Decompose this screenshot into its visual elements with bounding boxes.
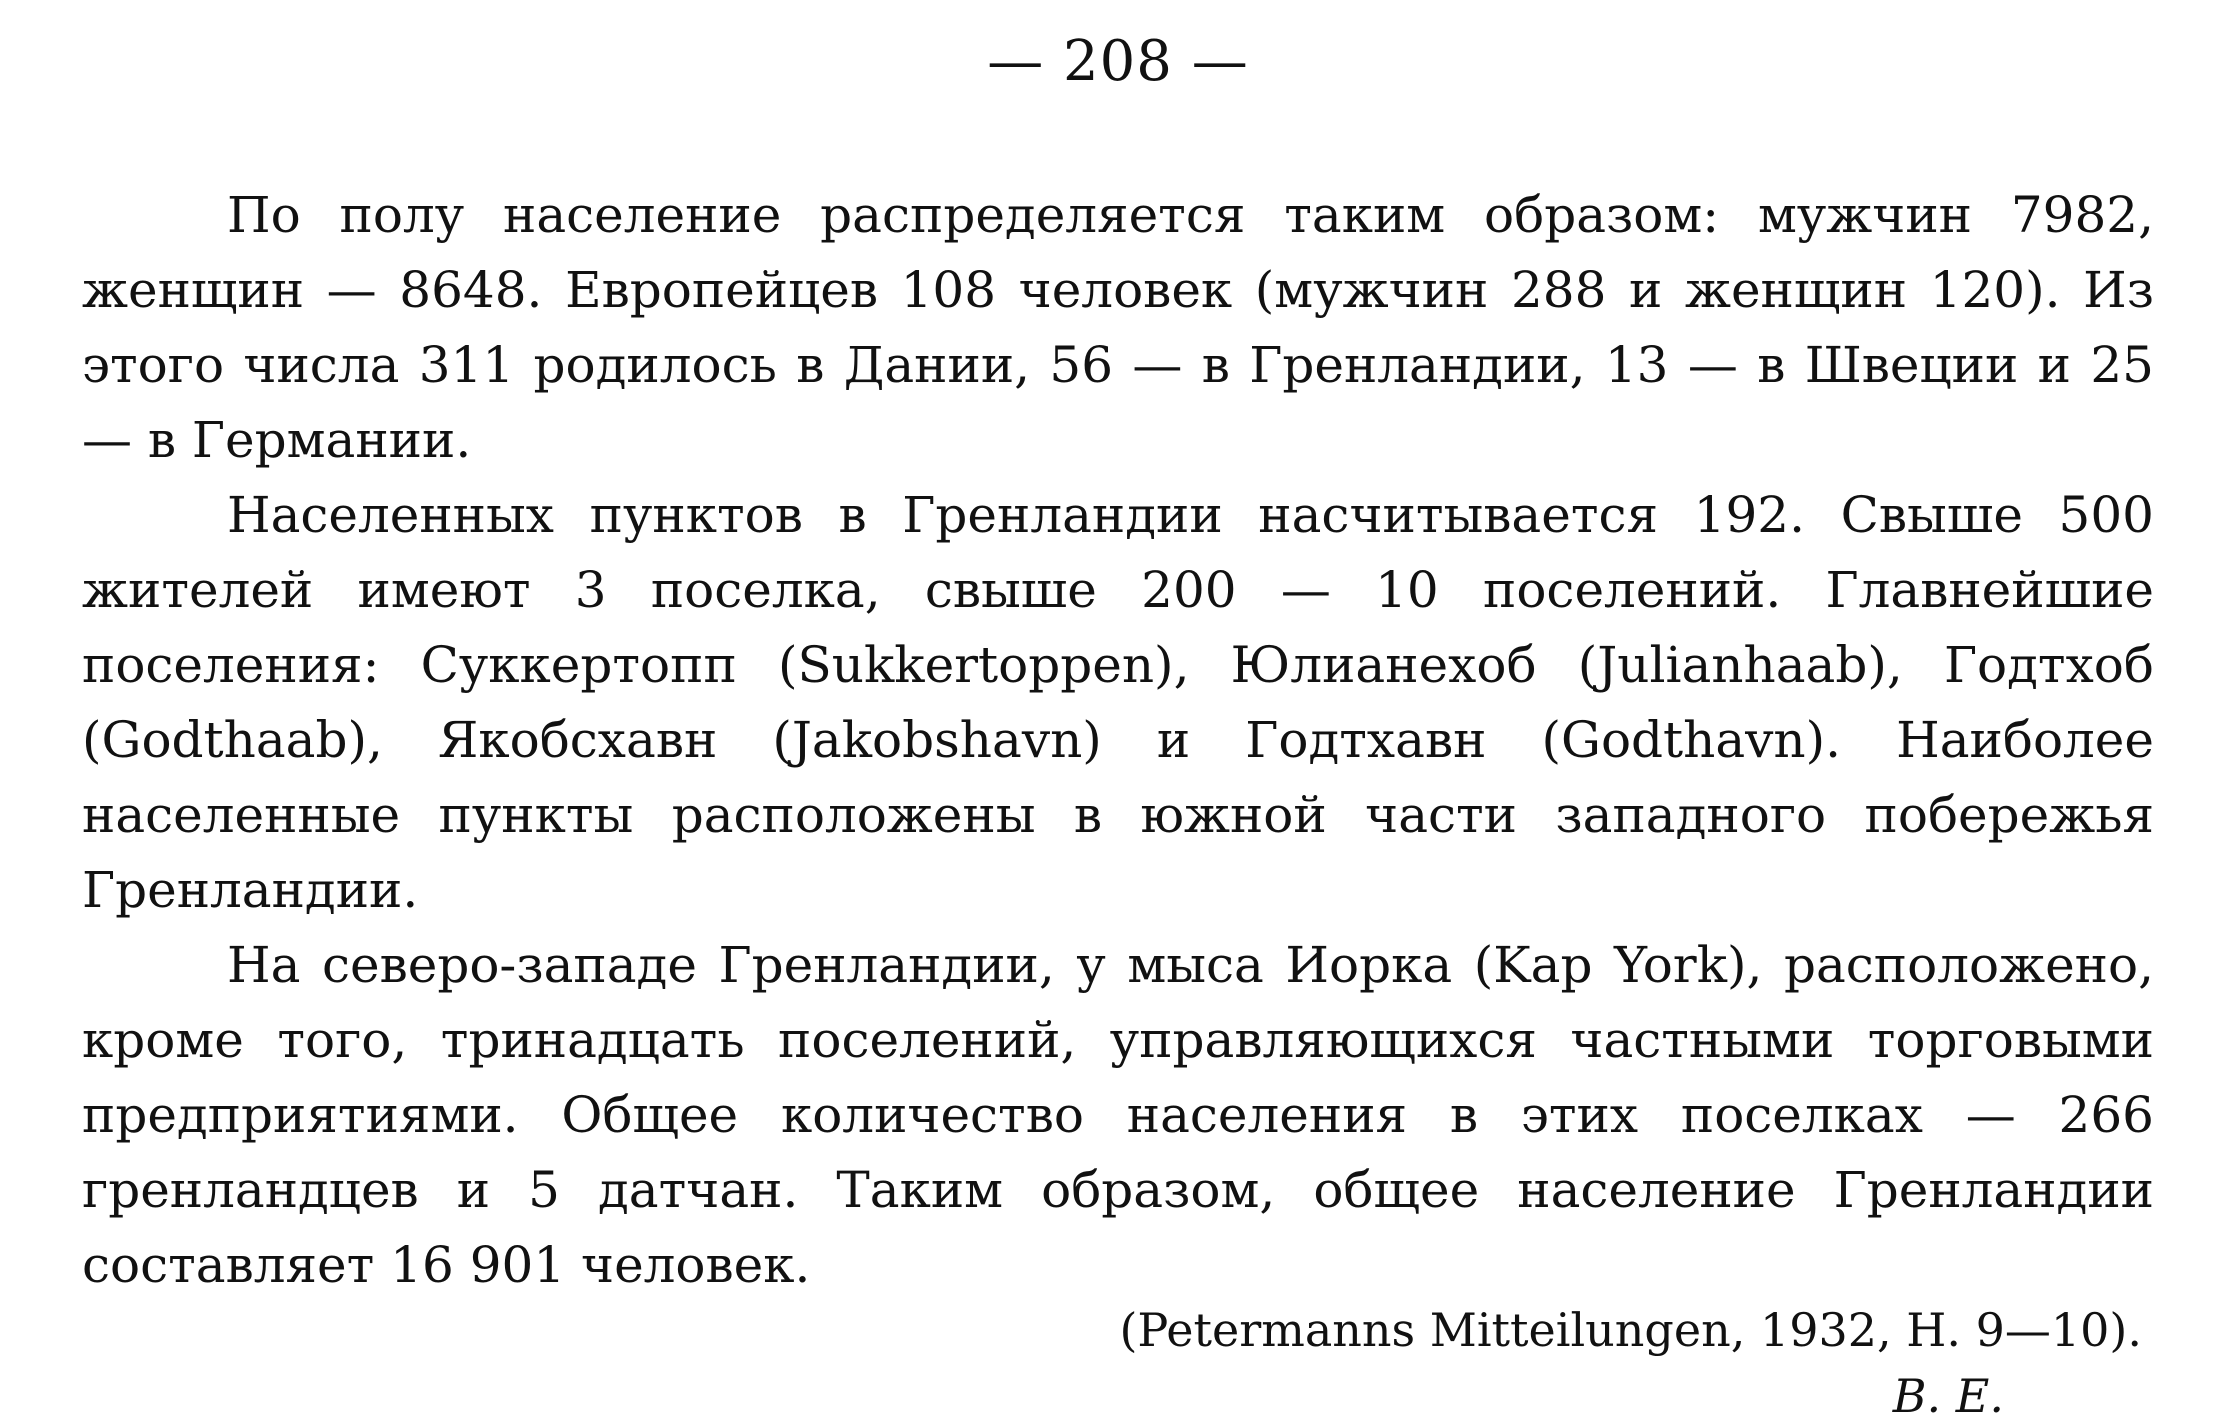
author-initials: В. Е. — [1892, 1369, 2004, 1423]
paragraph-settlements: Населенных пунктов в Гренландии насчитывается 192. Свыше 500 жителей имеют 3 поселка, свыше 200 — 10 поселений. Главнейшие поселения: Суккертопп (Sukkertoppen), Юлианехоб (Julianhaab), Годтхоб (Godthaab), Якобсхавн (Jakobshavn) и Годтхавн (Godthavn). Наиболее населенные пункты расположены в южной части западного побережья Гренландии. — [82, 486, 2154, 919]
paragraph-population-by-sex: По полу население распределяется таким образом: мужчин 7982, женщин — 8648. Европейцев 108 человек (мужчин 288 и женщин 120). Из этого числа 311 родилось в Дании, 56 — в Гренландии, 13 — в Швеции и 25 — в Германии. — [82, 186, 2154, 469]
page-number: — 208 — — [987, 29, 1249, 94]
source-citation: (Petermanns Mitteilungen, 1932, H. 9—10). — [1119, 1303, 2142, 1357]
document-page — [82, 28, 2154, 1423]
paragraph-northwest-settlements: На северо-западе Гренландии, у мыса Иорка (Kap York), расположено, кроме того, тринадцать поселений, управляющихся частными торговыми предприятиями. Общее количество населения в этих поселках — 266 гренландцев и 5 датчан. Таким образом, общее население Гренландии составляет 16 901 человек. — [82, 936, 2154, 1294]
article-body — [82, 178, 2154, 1303]
